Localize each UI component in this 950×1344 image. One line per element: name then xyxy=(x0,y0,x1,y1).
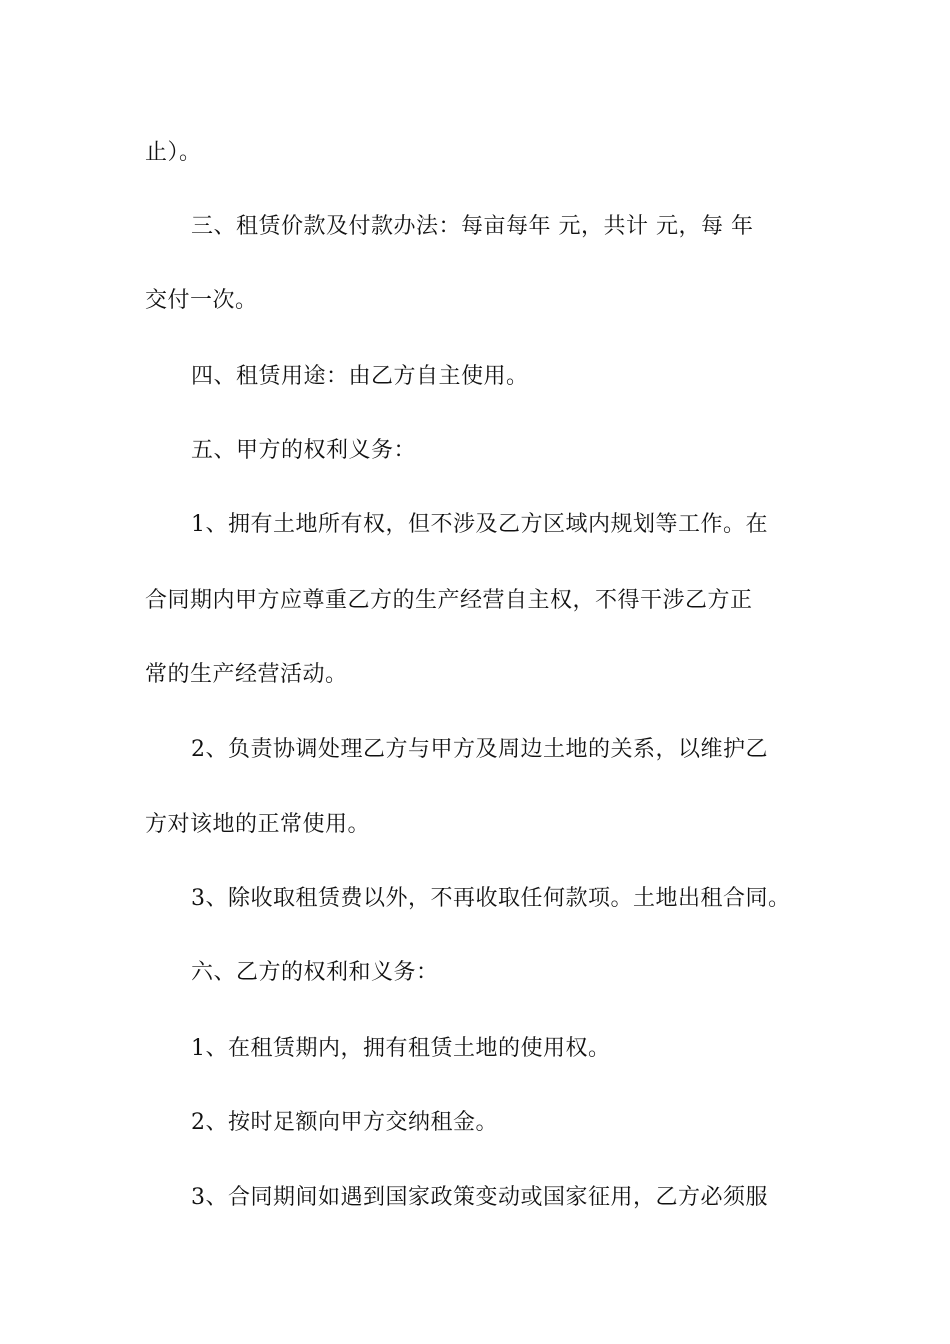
text-line: 3、合同期间如遇到国家政策变动或国家征用，乙方必须服 xyxy=(191,1185,768,1210)
text-line: 2、按时足额向甲方交纳租金。 xyxy=(191,1110,498,1135)
text-line: 六、乙方的权利和义务： xyxy=(191,960,439,985)
text-line: 1、拥有土地所有权，但不涉及乙方区域内规划等工作。在 xyxy=(191,512,768,537)
text-line: 三、租赁价款及付款办法：每亩每年 元，共计 元，每 年 xyxy=(191,214,754,239)
text-line: 方对该地的正常使用。 xyxy=(145,812,371,837)
text-line: 五、甲方的权利义务： xyxy=(191,438,417,463)
text-line: 常的生产经营活动。 xyxy=(145,662,348,687)
text-line: 止）。 xyxy=(145,140,202,165)
text-line: 合同期内甲方应尊重乙方的生产经营自主权，不得干涉乙方正 xyxy=(145,588,753,613)
text-line: 交付一次。 xyxy=(145,288,258,313)
text-line: 2、负责协调处理乙方与甲方及周边土地的关系，以维护乙 xyxy=(191,737,768,762)
text-line: 3、除收取租赁费以外，不再收取任何款项。土地出租合同。 xyxy=(191,886,791,911)
text-line: 1、在租赁期内，拥有租赁土地的使用权。 xyxy=(191,1036,611,1061)
text-line: 四、租赁用途：由乙方自主使用。 xyxy=(191,364,529,389)
